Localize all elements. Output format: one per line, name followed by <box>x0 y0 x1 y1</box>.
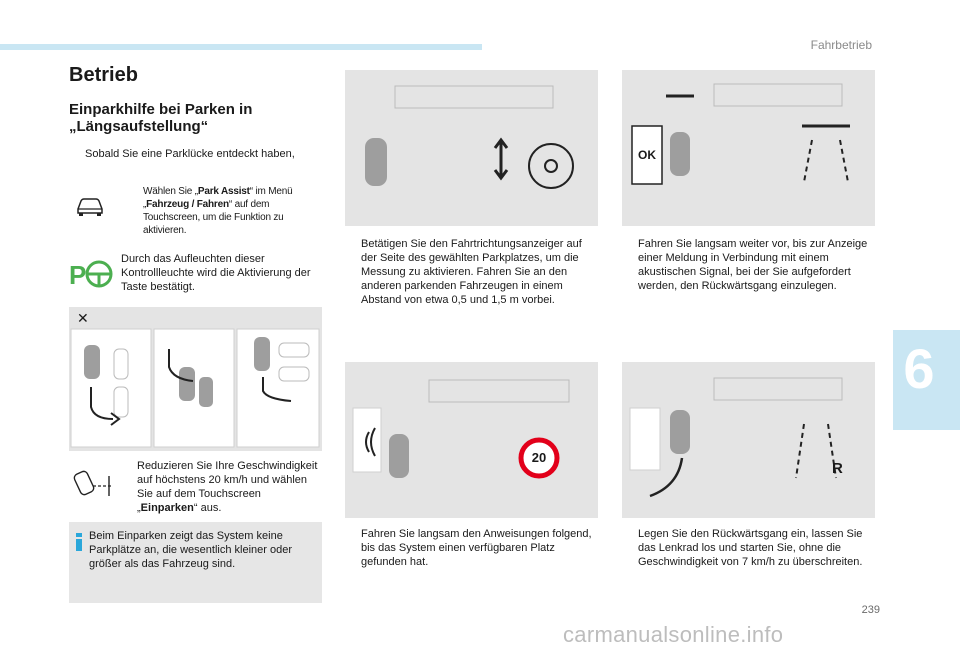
page-title: Betrieb <box>69 64 138 86</box>
chapter-number: 6 <box>903 337 935 400</box>
header-accent-bar <box>0 44 482 50</box>
parking-diagram-panel <box>69 307 322 451</box>
subtitle: Einparkhilfe bei Parken in „Längsaufstellung“ <box>69 101 253 135</box>
figure-search-panel <box>345 362 598 518</box>
info-text: Beim Einparken zeigt das System keine Parkplätze an, die wesentlich kleiner oder größer als das Fahrzeug sind. <box>89 530 293 570</box>
col2-bullet-2 <box>345 527 595 569</box>
speed-sign-label: 20 <box>531 450 547 465</box>
col3-bullet-1 <box>622 237 872 293</box>
parking-steps-illustration <box>69 327 322 451</box>
car-menu-icon <box>74 195 106 217</box>
intro-text: Sobald Sie eine Parklücke entdeckt haben, <box>85 148 295 160</box>
watermark: carmanualsonline.info <box>563 622 784 647</box>
step1-text <box>123 185 328 237</box>
reverse-gear-illustration <box>622 362 875 518</box>
step2-bullet <box>121 459 321 515</box>
steering-indicator-illustration <box>345 70 598 226</box>
col3-bullet-2 <box>622 527 872 569</box>
figure-reverse-panel <box>622 362 875 518</box>
step1-bullet <box>123 185 328 237</box>
svg-text:P: P <box>69 260 87 290</box>
close-icon: ✕ <box>77 310 89 326</box>
intro-bullet <box>69 147 329 161</box>
step2-bold: Einparken <box>140 502 194 514</box>
indicator-note: Durch das Aufleuchten dieser Kontrollleuchte wird die Aktivierung der Taste bestätigt. <box>121 253 311 293</box>
figure-indicator-panel <box>345 70 598 226</box>
col2-text-1: Betätigen Sie den Fahrtrichtungsanzeiger auf der Seite des gewählten Parkplatzes, um die Messung zu aktivieren. Fahren Sie an den anderen parkenden Fahrzeugen in einem Abstand von etwa 0,5 und 1,5 m vorbei. <box>361 238 582 306</box>
page-number: 239 <box>861 604 880 616</box>
info-icon <box>76 533 82 551</box>
park-assist-indicator-icon <box>69 258 113 290</box>
step1-bold-park-assist: Park Assist <box>197 186 250 197</box>
speed-limit-car-icon <box>73 466 113 498</box>
step2-post: “ aus. <box>193 502 222 514</box>
col2-text-2: Fahren Sie langsam den Anweisungen folgend, bis das System einen verfügbaren Platz gefunden hat. <box>361 528 592 568</box>
section-title: Fahrbetrieb <box>810 38 872 52</box>
figure-ok-panel <box>622 70 875 226</box>
col3-text-1: Fahren Sie langsam weiter vor, bis zur Anzeige einer Meldung in Verbindung mit einem akustischen Signal, bei der Sie aufgefordert werden, den Rückwärtsgang einzulegen. <box>638 238 868 292</box>
step1-pre: Wählen Sie „ <box>143 186 198 197</box>
col3-text-2: Legen Sie den Rückwärtsgang ein, lassen Sie das Lenkrad los und starten Sie, ohne die Geschwindigkeit von 7 km/h zu überschreiten. <box>638 528 863 568</box>
ok-label: OK <box>638 148 656 162</box>
reverse-gear-label: R <box>832 460 843 477</box>
step1-bold-menu: Fahrzeug / Fahren <box>146 199 229 210</box>
speed-search-illustration <box>345 362 598 518</box>
step2-text <box>121 459 321 515</box>
step2-pre: Reduzieren Sie Ihre Geschwindigkeit auf höchstens 20 km/h und wählen Sie auf dem Touchscreen „ <box>137 460 318 514</box>
col2-bullet-1 <box>345 237 595 307</box>
step1-mid: “ im Menü „ <box>143 186 293 210</box>
step1-post: “ auf dem Touchscreen, um die Funktion zu aktivieren. <box>143 199 284 236</box>
